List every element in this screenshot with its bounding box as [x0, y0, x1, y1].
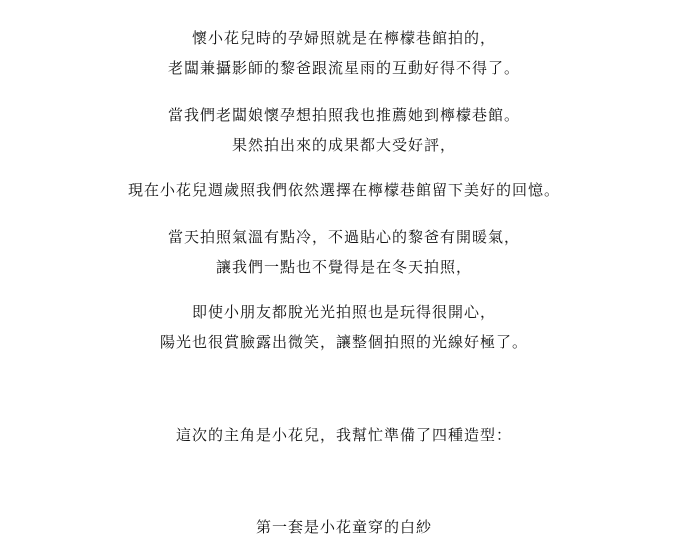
- paragraph-1-line-2: 老闆兼攝影師的黎爸跟流星雨的互動好得不得了。: [167, 59, 520, 77]
- paragraph-1-line-1: 懷小花兒時的孕婦照就是在檸檬巷館拍的，: [191, 29, 496, 47]
- paragraph-7-line-1: 第一套是小花童穿的白紗: [255, 518, 432, 536]
- paragraph-4-line-2: 讓我們一點也不覺得是在冬天拍照，: [215, 258, 472, 276]
- paragraph-4-line-1: 當天拍照氣溫有點冷，不過貼心的黎爸有開暖氣，: [167, 228, 520, 246]
- paragraph-5-line-2: 陽光也很賞臉露出微笑，讓整個拍照的光線好極了。: [159, 333, 528, 351]
- paragraph-6-line-1: 這次的主角是小花兒，我幫忙準備了四種造型：: [175, 426, 512, 444]
- paragraph-2-line-2: 果然拍出來的成果都大受好評，: [231, 136, 456, 154]
- paragraph-5-line-1: 即使小朋友都脫光光拍照也是玩得很開心，: [191, 303, 496, 321]
- paragraph-2-line-1: 當我們老闆娘懷孕想拍照我也推薦她到檸檬巷館。: [167, 106, 520, 124]
- paragraph-3-line-1: 現在小花兒週歲照我們依然選擇在檸檬巷館留下美好的回憶。: [127, 181, 560, 199]
